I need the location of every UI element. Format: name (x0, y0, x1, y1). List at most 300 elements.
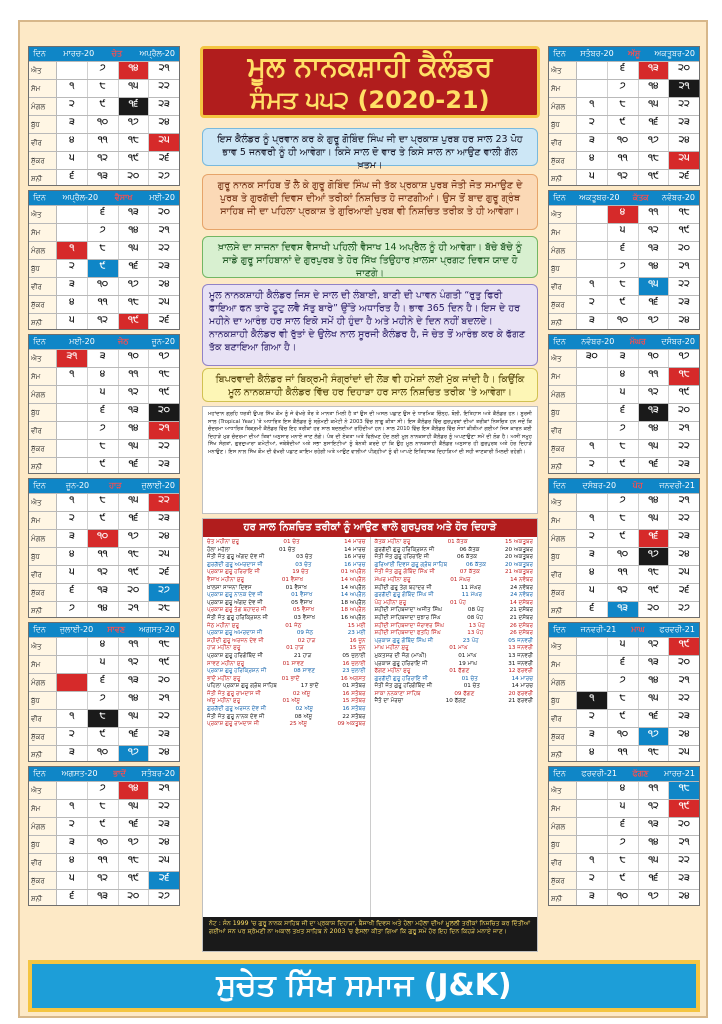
event-name: ਪ੍ਰਕਾਸ਼ ਗੁਰੂ ਤੇਗ ਬਹਾਦਰ ਜੀ (207, 607, 267, 614)
event-row (207, 607, 366, 615)
day-cell (57, 62, 88, 79)
day-cell: ੧ (577, 278, 608, 295)
month-header-label: ਦਿਨ (553, 625, 566, 634)
day-cell: ੨੧ (158, 693, 170, 703)
month-block (548, 46, 700, 186)
month-block (28, 766, 180, 906)
day-cell: ੫ (577, 170, 608, 186)
day-cell: ੮ (608, 692, 639, 709)
day-cell: ੧੪ (119, 692, 150, 709)
day-cell: ੧੮ (119, 548, 150, 565)
day-cell: ੬ (608, 242, 639, 259)
week-row (29, 817, 179, 835)
events-column-left (203, 537, 371, 917)
weekday-label: ਸ਼ਨੀ (549, 314, 577, 330)
calendar-sheet (18, 20, 708, 1018)
day-cell (577, 836, 608, 853)
week-row (549, 457, 699, 474)
week-row (549, 601, 699, 618)
day-cell: ੯ (88, 818, 119, 835)
event-gregorian-date: 20 ਫਰਵਰੀ (508, 690, 533, 697)
weekday-label: ਸੋਮ (29, 656, 57, 673)
week-row (29, 385, 179, 403)
month-header (29, 623, 179, 637)
day-cell: ੧੫ (119, 494, 150, 511)
event-name: ਜੋਤੀ ਜੋਤ ਗੁਰੂ ਅੰਗਦ ਦੇਵ ਜੀ (207, 554, 265, 561)
day-cell: ੨੨ (678, 441, 690, 451)
day-cell: ੮ (608, 512, 639, 529)
day-cell: ੮ (88, 242, 119, 259)
week-row (549, 223, 699, 241)
event-name: ਹੋਲਾ ਮਹੱਲਾ (207, 546, 231, 553)
day-cell: ੬ (88, 404, 119, 421)
event-name: ਪ੍ਰਕਾਸ਼ ਗੁਰੂ ਨਾਨਕ ਦੇਵ ਜੀ (207, 592, 263, 599)
month-header-label: ਪੋਹ (632, 481, 643, 490)
day-cell: ੨੩ (158, 261, 170, 271)
event-gregorian-date: 14 ਮਾਰਚ (344, 546, 366, 553)
day-cell: ੨ (577, 530, 608, 547)
weekday-label: ਬੁੱਧ (29, 548, 57, 565)
day-cell: ੨੪ (158, 837, 170, 847)
day-cell: ੧੬ (639, 710, 670, 727)
day-cell: ੧੦ (88, 836, 119, 853)
week-row (29, 61, 179, 79)
week-row (29, 241, 179, 259)
day-cell: ੫ (57, 152, 88, 169)
month-header-label: ਫੱਗਣ (632, 769, 649, 778)
day-cell: ੨੪ (678, 135, 690, 145)
day-cell: ੧੮ (669, 782, 699, 799)
day-cell: ੧੬ (639, 296, 670, 313)
event-name: ਫੱਗਣ ਮਹੀਨਾ ਸ਼ੁਰੂ (374, 668, 411, 675)
day-cell: ੪ (57, 134, 88, 151)
weekday-label: ਮੰਗਲ (29, 242, 57, 259)
day-cell: ੨੧ (678, 261, 690, 271)
day-cell: ੧੩ (639, 242, 670, 259)
weekday-label: ਸ਼ੁੱਕਰ (29, 440, 57, 457)
event-nanakshahi-date: 01 ਸਾਵਣ (282, 660, 304, 667)
week-row (29, 457, 179, 474)
day-cell: ੫ (88, 656, 119, 673)
weekday-label: ਸ਼ਨੀ (549, 746, 577, 762)
day-cell: ੨੪ (678, 891, 690, 901)
event-name: ਜੋਤੀ ਜੋਤ ਗੁਰੂ ਨਾਨਕ ਦੇਵ ਜੀ (207, 713, 265, 720)
day-cell: ੨੨ (678, 855, 690, 865)
calendar-year: ਸੰਮਤ ੫੫੨ (2020-21) (250, 86, 490, 114)
day-cell (577, 782, 608, 799)
month-header (549, 767, 699, 781)
event-row (207, 623, 366, 631)
week-row (29, 259, 179, 277)
day-cell: ੧੮ (119, 296, 150, 313)
event-gregorian-date: 14 ਮਾਰਚ (511, 683, 533, 690)
month-header (29, 479, 179, 493)
day-cell: ੨੬ (149, 872, 179, 889)
day-cell: ੮ (88, 800, 119, 817)
day-cell (577, 404, 608, 421)
day-cell (577, 206, 608, 223)
day-cell: ੧੭ (119, 746, 150, 762)
month-header-label: ਦਿਨ (33, 769, 46, 778)
event-row (207, 592, 366, 600)
day-cell: ੨੦ (119, 170, 150, 186)
event-name: ਸ਼ਹੀਦੀ ਗੁਰੂ ਅਰਜਨ ਦੇਵ ਜੀ (207, 637, 264, 644)
day-cell: ੧੮ (639, 746, 670, 762)
event-row (375, 698, 534, 706)
day-cell: ੨੫ (158, 549, 170, 559)
day-cell: ੮ (608, 98, 639, 115)
day-cell: ੧੪ (639, 674, 670, 691)
event-nanakshahi-date: 08 ਅੱਸੂ (294, 713, 313, 720)
day-cell: ੧੦ (608, 728, 639, 745)
day-cell: ੧੭ (678, 351, 690, 361)
weekday-label: ਵੀਰ (29, 278, 57, 295)
weekday-label: ਸ਼ਨੀ (29, 458, 57, 474)
event-nanakshahi-date: 11 ਮੱਘਰ (460, 584, 482, 591)
day-cell: ੧੩ (639, 404, 670, 421)
month-header-label: ਭਾਦੋਂ (113, 769, 126, 778)
day-cell: ੯ (88, 98, 119, 115)
event-name: ਚੇਤ ਮਹੀਨਾ ਸ਼ੁਰੂ (207, 539, 239, 545)
day-cell: ੨੩ (158, 459, 170, 469)
event-gregorian-date: 01 ਅਪ੍ਰੈਲ (340, 569, 366, 576)
day-cell: ੮ (88, 80, 119, 97)
day-cell: ੬ (57, 584, 88, 601)
weekday-label: ਸੋਮ (549, 80, 577, 97)
week-row (549, 871, 699, 889)
day-cell: ੧੯ (639, 170, 670, 186)
weekday-label: ਮੰਗਲ (29, 98, 57, 115)
month-header-label: ਜਨਵਰੀ-21 (659, 481, 695, 490)
week-row (549, 367, 699, 385)
weekday-label: ਐਤ (29, 62, 57, 79)
event-gregorian-date: 14 ਦਸੰਬਰ (509, 599, 533, 606)
day-cell: ੧ (57, 242, 88, 259)
day-cell: ੧੪ (639, 422, 670, 439)
day-cell: ੫ (608, 800, 639, 817)
event-nanakshahi-date: 01 ਮਾਘ (449, 645, 468, 652)
month-block (28, 334, 180, 474)
day-cell: ੩ (57, 278, 88, 295)
day-cell: ੪ (88, 368, 119, 385)
month-block (548, 190, 700, 330)
week-row (29, 277, 179, 295)
day-cell: ੧੬ (119, 818, 150, 835)
day-cell: ੧੭ (639, 728, 670, 745)
day-cell: ੨੨ (678, 99, 690, 109)
day-cell: ੫ (608, 386, 639, 403)
day-cell (577, 80, 608, 97)
event-name: ਪ੍ਰਕਾਸ਼ ਗੁਰੂ ਹਰਿਰਾਇ ਜੀ (374, 660, 428, 667)
event-row (207, 706, 366, 714)
month-block (28, 46, 180, 186)
day-cell: ੨੪ (158, 747, 170, 757)
day-cell: ੨੧ (678, 495, 690, 505)
week-row (29, 745, 179, 762)
day-cell (57, 404, 88, 421)
day-cell: ੨੫ (678, 747, 690, 757)
event-row (375, 615, 534, 623)
event-nanakshahi-date: 01 ਮਾਘ (458, 652, 477, 659)
weekday-label: ਮੰਗਲ (549, 674, 577, 691)
week-row (29, 223, 179, 241)
day-cell: ੭ (608, 260, 639, 277)
info-box-4: ਮੂਲ ਨਾਨਕਸ਼ਾਹੀ ਕੈਲੰਡਰ ਜਿਸ ਦੇ ਸਾਲ ਦੀ ਲੰਬਾਈ, ਬਾਣੀ ਦੀ ਪਾਵਨ ਪੰਗਤੀ “ਰੁਤੁ ਫਿਰੀ ਫਾਇਆ ਫਨ ਤਾਰੇ ਟੂਟੁ ਲਵੈ ਸੱਤੁ ਬਾਰੇ” ਉੱਤੇ ਅਧਾਰਿਤ ਹੈ। ਭਾਵ 365 ਦਿਨ ਹੈ। ਇਸ ਦੇ ਹਰ ਮਹੀਨੇ ਦਾ ਆਰੰਭ ਹਰ ਸਾਲ ਇਕੋ ਸਮੇਂ ਹੀ ਹੁੰਦਾ ਹੈ ਅਤੇ ਮਹੀਨੇ ਦੇ ਦਿਨ ਨਹੀਂ ਬਦਲਦੇ। ਨਾਨਕਸ਼ਾਹੀ ਕੈਲੰਡਰ ਵੀ ਰੁੱਤਾਂ ਦੇ ਉਲੇਖ ਨਾਲ ਸੂਰਜੀ ਕੈਲੰਡਰ ਹੈ, ਜੋ ਚੇਤ ਤੋਂ ਆਰੰਭ ਕਰ ਕੇ ਫੱਗਣ ਤੱਕ ਬਣਾਇਆ ਗਿਆ ਹੈ। (202, 284, 538, 366)
event-gregorian-date: 14 ਅਪ੍ਰੈਲ (340, 584, 366, 591)
day-cell: ੪ (577, 746, 608, 762)
event-name: ਭਾਦੋਂ ਮਹੀਨਾ ਸ਼ੁਰੂ (207, 675, 241, 682)
day-cell: ੧੨ (639, 638, 670, 655)
event-nanakshahi-date: 05 ਵੈਸਾਖ (291, 599, 313, 606)
day-cell: ੩ (577, 548, 608, 565)
day-cell: ੧੦ (119, 350, 150, 367)
event-row (375, 577, 534, 585)
week-row (29, 529, 179, 547)
day-cell: ੨੨ (158, 243, 170, 253)
week-row (549, 61, 699, 79)
event-row (375, 554, 534, 562)
day-cell: ੩ (577, 728, 608, 745)
week-row (29, 169, 179, 186)
day-cell: ੧੧ (608, 566, 639, 583)
day-cell: ੯ (88, 728, 119, 745)
day-cell: ੧੧ (639, 206, 670, 223)
day-cell (577, 800, 608, 817)
day-cell: ੨ (577, 116, 608, 133)
month-header-label: ਦਿਨ (553, 49, 566, 58)
day-cell: ੨੩ (158, 819, 170, 829)
event-name: ਪ੍ਰਕਾਸ਼ ਗੁਰੂ ਅਮਰਦਾਸ ਜੀ (207, 630, 263, 637)
week-row (29, 781, 179, 799)
month-header (29, 191, 179, 205)
week-row (29, 655, 179, 673)
day-cell: ੧੧ (608, 152, 639, 169)
day-cell: ੧੭ (119, 278, 150, 295)
day-cell: ੧੫ (119, 710, 150, 727)
event-nanakshahi-date: 03 ਚੇਤ (296, 554, 313, 561)
weekday-label: ਸ਼ੁੱਕਰ (549, 296, 577, 313)
day-cell: ੧੩ (119, 206, 150, 223)
day-cell: ੧੨ (88, 152, 119, 169)
event-row (207, 569, 366, 577)
day-cell: ੧੪ (639, 494, 670, 511)
month-header (549, 191, 699, 205)
info-box-2: ਗੁਰੂ ਨਾਨਕ ਸਾਹਿਬ ਤੋਂ ਲੈ ਕੇ ਗੁਰੂ ਗੋਬਿੰਦ ਸਿੰਘ ਜੀ ਤੱਕ ਪ੍ਰਕਾਸ਼ ਪੁਰਬ ਜੋਤੀ ਜੋਤ ਸਮਾਉਣ ਦੇ ਪੁਰਬ ਤੇ ਗੁਰਗੱਦੀ ਦਿਵਸ ਦੀਆਂ ਤਰੀਕਾਂ ਨਿਸ਼ਚਿਤ ਹੋ ਜਾਣਗੀਆਂ। ਉਸ ਤੋਂ ਬਾਦ ਗੁਰੂ ਗ੍ਰੰਥ ਸਾਹਿਬ ਜੀ ਦਾ ਪਹਿਲਾ ਪ੍ਰਕਾਸ਼ ਤੇ ਗੁਰਿਆਈ ਪੁਰਬ ਵੀ ਨਿਸ਼ਚਿਤ ਤਰੀਕ ਤੇ ਹੀ ਆਵੇਗਾ। (202, 174, 538, 230)
weekday-label: ਐਤ (549, 494, 577, 511)
week-row (29, 871, 179, 889)
right-month-column (548, 46, 700, 910)
event-nanakshahi-date: 05 ਵੈਸਾਖ (292, 607, 315, 614)
weekday-label: ਮੰਗਲ (549, 818, 577, 835)
day-cell: ੨੧ (669, 80, 699, 97)
event-nanakshahi-date: 02 ਅੱਸੂ (292, 690, 311, 697)
day-cell: ੪ (57, 296, 88, 313)
weekday-label: ਵੀਰ (29, 854, 57, 871)
weekday-label: ਵੀਰ (549, 710, 577, 727)
month-header-label: ਫਰਵਰੀ-21 (581, 769, 618, 778)
week-row (29, 889, 179, 906)
day-cell: ੪ (57, 854, 88, 871)
title-banner (200, 46, 540, 118)
day-cell: ੧੧ (608, 746, 639, 762)
weekday-label: ਬੁੱਧ (29, 260, 57, 277)
day-cell: ੫ (57, 566, 88, 583)
day-cell: ੭ (88, 692, 119, 709)
day-cell: ੩ (57, 530, 88, 547)
event-name: ਪ੍ਰਕਾਸ਼ ਗੁਰੂ ਅੰਗਦ ਦੇਵ ਜੀ (207, 599, 263, 606)
event-gregorian-date: 20 ਅਕਤੂਬਰ (504, 561, 533, 568)
weekday-label: ਵੀਰ (549, 422, 577, 439)
event-row (375, 592, 534, 600)
day-cell: ੨੬ (159, 315, 170, 325)
weekday-label: ਸ਼ੁੱਕਰ (29, 152, 57, 169)
week-row (29, 205, 179, 223)
event-name: ਸ਼ਹੀਦੀ ਸਾਹਿਬਜ਼ਾਦਾ ਜ਼ੋਰਾਵਰ ਸਿੰਘ (374, 622, 445, 629)
week-row (549, 835, 699, 853)
day-cell (57, 674, 88, 691)
month-block (548, 478, 700, 618)
weekday-label: ਵੀਰ (29, 134, 57, 151)
day-cell: ੧੫ (639, 440, 670, 457)
weekday-label: ਮੰਗਲ (29, 530, 57, 547)
month-header-label: ਜੁਲਾਈ-20 (141, 481, 175, 490)
event-gregorian-date: 24 ਨਵੰਬਰ (510, 584, 533, 591)
week-row (29, 439, 179, 457)
event-nanakshahi-date: 13 ਪੋਹ (468, 622, 485, 629)
day-cell: ੨੪ (158, 531, 170, 541)
day-cell: ੨੦ (149, 404, 179, 421)
event-gregorian-date: 21 ਦਸੰਬਰ (509, 607, 533, 614)
day-cell: ੧੭ (639, 548, 670, 565)
day-cell: ੨੪ (678, 315, 690, 325)
day-cell: ੧੨ (88, 872, 119, 889)
day-cell: ੧੯ (669, 638, 699, 655)
event-nanakshahi-date: 10 ਫੱਗਣ (445, 698, 466, 705)
week-row (549, 97, 699, 115)
day-cell: ੨ (577, 458, 608, 474)
day-cell (57, 224, 88, 241)
weekday-label: ਸ਼ੁੱਕਰ (29, 296, 57, 313)
day-cell: ੭ (608, 674, 639, 691)
day-cell: ੧੪ (639, 260, 670, 277)
event-gregorian-date: 15 ਅਕਤੂਬਰ (504, 539, 533, 545)
day-cell: ੧੩ (608, 602, 639, 618)
day-cell: ੮ (88, 494, 119, 511)
day-cell: ੧੬ (639, 116, 670, 133)
event-gregorian-date: 01 ਸਤੰਬਰ (342, 683, 366, 690)
week-row (29, 547, 179, 565)
event-nanakshahi-date: 06 ਕੱਤਕ (459, 546, 480, 553)
day-cell: ੭ (88, 224, 119, 241)
day-cell: ੫ (608, 638, 639, 655)
event-name: ਮੱਘਰ ਮਹੀਨਾ ਸ਼ੁਰੂ (374, 576, 411, 583)
event-name: ਪ੍ਰਕਾਸ਼ ਗੁਰੂ ਹਰਿਰਾਇ ਜੀ (207, 569, 260, 576)
month-header-label: ਜੂਨ-20 (65, 481, 90, 490)
month-header-label: ਦਿਨ (33, 193, 46, 202)
week-row (29, 367, 179, 385)
week-row (549, 691, 699, 709)
day-cell: ੨੨ (158, 441, 170, 451)
event-nanakshahi-date: 02 ਅੱਸੂ (295, 706, 313, 713)
day-cell: ੨੬ (159, 567, 170, 577)
day-cell: ੨ (57, 728, 88, 745)
event-row (375, 683, 534, 691)
week-row (549, 529, 699, 547)
month-header-label: ਦਿਨ (33, 337, 46, 346)
day-cell: ੧੧ (639, 782, 670, 799)
day-cell: ੧੫ (119, 800, 150, 817)
event-nanakshahi-date: 07 ਕੱਤਕ (459, 569, 480, 576)
day-cell (57, 206, 88, 223)
month-header (549, 335, 699, 349)
day-cell: ੨੦ (678, 405, 690, 415)
event-nanakshahi-date: 08 ਸਾਵਣ (293, 668, 315, 675)
day-cell: ੨੦ (119, 584, 150, 601)
weekday-label: ਐਤ (549, 638, 577, 655)
day-cell: ੧੨ (608, 584, 639, 601)
weekday-label: ਸ਼ੁੱਕਰ (549, 584, 577, 601)
day-cell: ੨੧ (678, 423, 690, 433)
event-gregorian-date: 20 ਅਕਤੂਬਰ (504, 546, 533, 553)
week-row (29, 403, 179, 421)
weekday-label: ਐਤ (29, 494, 57, 511)
event-name: ਪ੍ਰਕਾਸ਼ ਗੁਰੂ ਗੋਬਿੰਦ ਸਿੰਘ ਜੀ (374, 637, 434, 644)
day-cell (57, 638, 88, 655)
event-gregorian-date: 16 ਜੂਨ (349, 637, 366, 644)
event-row (207, 615, 366, 623)
weekday-label: ਬੁੱਧ (549, 836, 577, 853)
event-nanakshahi-date: 01 ਅੱਸੂ (282, 698, 300, 705)
day-cell: ੨ (577, 710, 608, 727)
event-gregorian-date: 22 ਸਤੰਬਰ (342, 713, 366, 720)
day-cell: ੧੧ (119, 368, 150, 385)
day-cell: ੧੮ (678, 207, 690, 217)
weekday-label: ਐਤ (29, 206, 57, 223)
day-cell (577, 224, 608, 241)
day-cell: ੮ (88, 710, 119, 727)
event-nanakshahi-date: 01 ਚੇਤ (463, 683, 480, 690)
event-name: ਗੁਰਗੱਦੀ ਗੁਰੂ ਹਰਿਰਾਇ ਜੀ (374, 675, 428, 682)
left-month-column (28, 46, 180, 910)
day-cell: ੨੨ (158, 81, 170, 91)
event-row (375, 607, 534, 615)
day-cell (57, 782, 88, 799)
day-cell: ੧੫ (639, 512, 670, 529)
info-box-1: ਇਸ ਕੈਲੰਡਰ ਨੂੰ ਪ੍ਰਵਾਨ ਕਰ ਕੇ ਗੁਰੂ ਗੋਬਿੰਦ ਸਿੰਘ ਜੀ ਦਾ ਪ੍ਰਕਾਸ਼ ਪੁਰਬ ਹਰ ਸਾਲ 23 ਪੋਹ ਭਾਵ 5 ਜਨਵਰੀ ਨੂੰ ਹੀ ਆਵੇਗਾ। ਕਿਸੇ ਸਾਲ ਦੋ ਵਾਰ ਤੇ ਕਿਸੇ ਸਾਲ ਨਾ ਆਉਣ ਵਾਲੀ ਗੱਲ ਖ਼ਤਮ। (202, 128, 538, 166)
event-row (207, 539, 366, 547)
event-row (375, 661, 534, 669)
week-row (549, 295, 699, 313)
day-cell: ੮ (608, 440, 639, 457)
event-nanakshahi-date: 06 ਕੱਤਕ (456, 554, 478, 561)
month-header-label: ਹਾੜ (109, 481, 122, 490)
day-cell: ੨੦ (678, 63, 690, 73)
week-row (29, 691, 179, 709)
event-nanakshahi-date: 06 ਕੱਤਕ (465, 561, 487, 568)
week-row (29, 493, 179, 511)
weekday-label: ਵੀਰ (29, 422, 57, 439)
event-name: ਸ਼ਹੀਦੀ ਗੁਰੂ ਤੇਗ ਬਹਾਦਰ ਜੀ (374, 584, 432, 591)
day-cell: ੧ (577, 440, 608, 457)
event-gregorian-date: 14 ਮਾਰਚ (344, 539, 366, 545)
week-row (29, 79, 179, 97)
day-cell: ੨੪ (678, 549, 690, 559)
weekday-label: ਵੀਰ (29, 566, 57, 583)
day-cell: ੭ (88, 782, 119, 799)
week-row (29, 97, 179, 115)
day-cell: ੨੫ (669, 152, 699, 169)
weekday-label: ਸੋਮ (549, 512, 577, 529)
